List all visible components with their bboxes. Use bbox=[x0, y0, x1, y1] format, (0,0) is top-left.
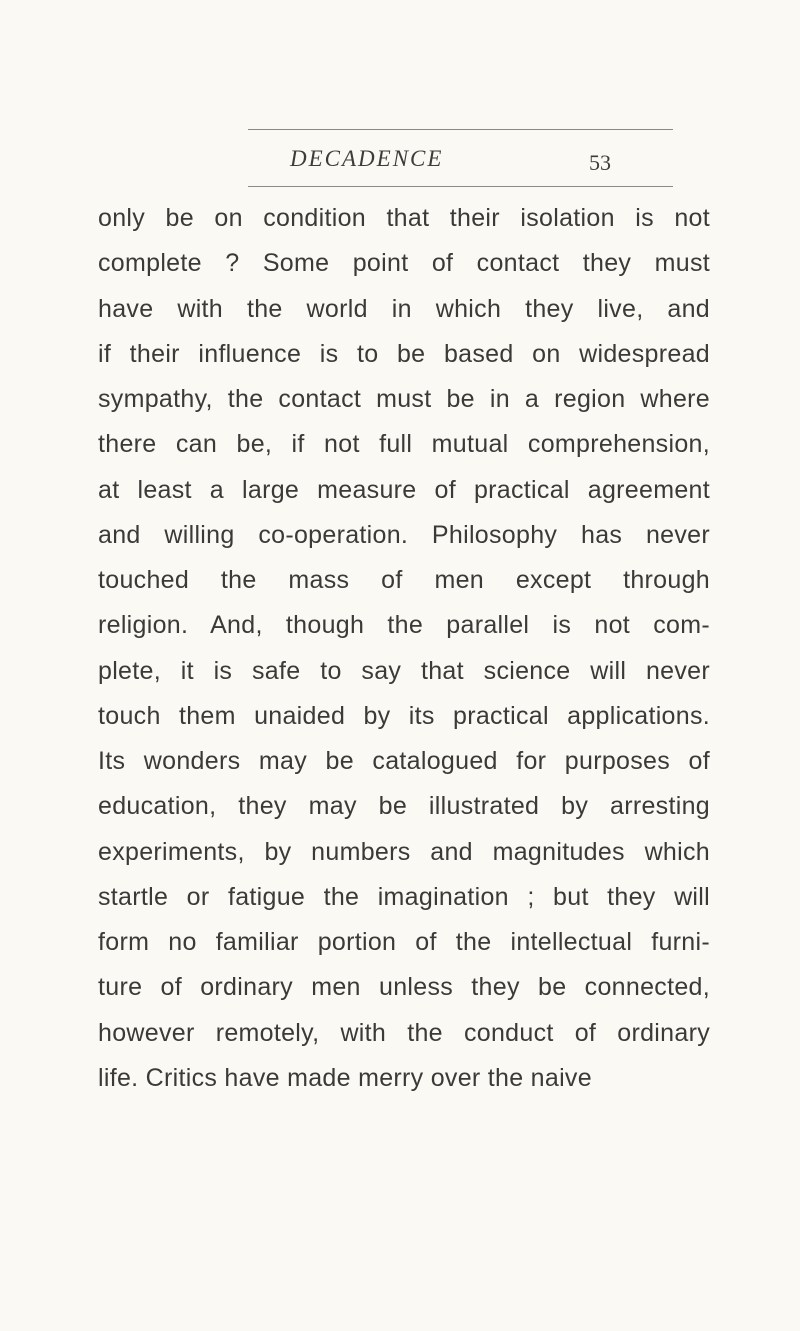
text-line: startle or fatigue the imagination ; but they will bbox=[98, 882, 710, 911]
text-line: complete ? Some point of contact they must bbox=[98, 249, 710, 278]
text-line: ture of ordinary men unless they be connected, bbox=[98, 973, 710, 1002]
body-text bbox=[98, 196, 710, 1101]
text-line: have with the world in which they live, and bbox=[98, 294, 710, 323]
text-line: life. Critics have made merry over the naive bbox=[98, 1063, 592, 1092]
text-line: plete, it is safe to say that science will never bbox=[98, 656, 710, 685]
text-line: Its wonders may be catalogued for purposes of bbox=[98, 747, 710, 775]
text-line: touch them unaided by its practical applications. bbox=[98, 701, 710, 730]
header-rule-bottom bbox=[248, 186, 673, 187]
text-line: if their influence is to be based on widespread bbox=[98, 339, 710, 368]
text-line: at least a large measure of practical agreement bbox=[98, 475, 710, 504]
text-line: only be on condition that their isolation is not bbox=[98, 204, 710, 232]
header-rule-top bbox=[248, 129, 673, 130]
text-line: however remotely, with the conduct of ordinary bbox=[98, 1018, 710, 1047]
text-line: touched the mass of men except through bbox=[98, 566, 710, 594]
running-head bbox=[248, 136, 673, 180]
text-line: form no familiar portion of the intellectual furni- bbox=[98, 928, 710, 956]
page-number: 53 bbox=[589, 150, 611, 175]
text-line: sympathy, the contact must be in a region where bbox=[98, 385, 710, 413]
text-line: there can be, if not full mutual comprehension, bbox=[98, 430, 710, 459]
text-line: religion. And, though the parallel is not com- bbox=[98, 611, 710, 640]
text-line: and willing co-operation. Philosophy has never bbox=[98, 520, 710, 549]
text-line: education, they may be illustrated by arresting bbox=[98, 792, 710, 821]
text-line: experiments, by numbers and magnitudes which bbox=[98, 837, 710, 866]
running-head-title: DECADENCE bbox=[290, 146, 444, 171]
